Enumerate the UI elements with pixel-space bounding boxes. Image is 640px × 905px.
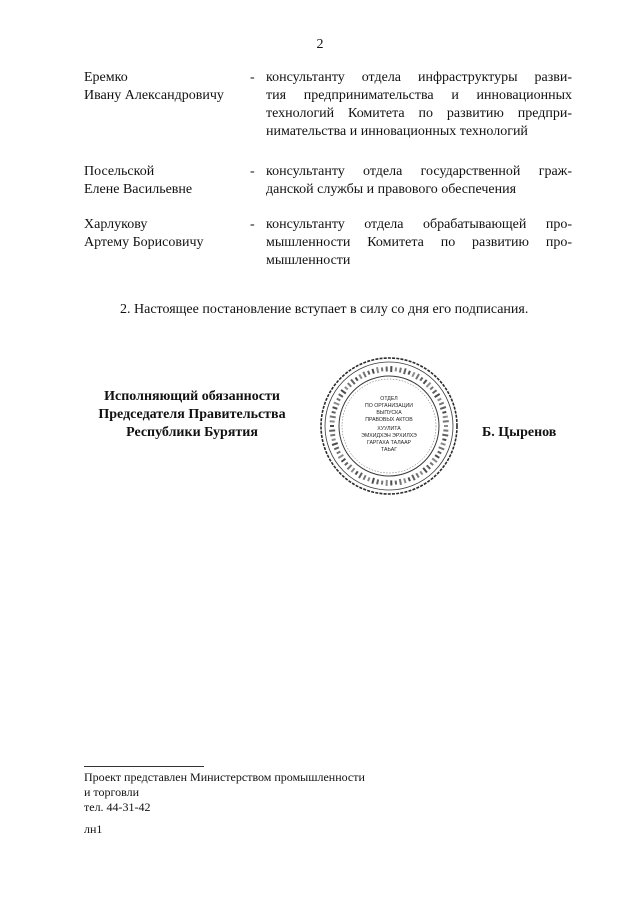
seal-ring-mark [435,454,440,458]
description-line: консультанту отдела обрабатывающей про- [266,217,572,232]
seal-ring-mark [338,454,344,459]
seal-ring-mark [395,480,397,484]
signer-title-line: Республики Бурятия [126,425,258,440]
operator-code: лн1 [84,822,103,836]
seal-ring-mark [344,462,348,466]
seal-ring-mark [381,367,383,371]
seal-ring-mark [440,406,446,410]
seal-graphic [318,355,460,497]
seal-ring-mark [347,464,353,470]
seal-ring-mark [363,475,367,480]
appointment-entry-3 [84,216,572,270]
seal-ring-mark [340,389,346,394]
appointment-entry-1 [84,69,572,141]
seal-ring-mark [386,367,388,372]
seal-ring-mark [440,442,445,445]
seal-ring-mark [411,372,415,377]
seal-ring-mark [330,420,335,422]
seal-ring-mark [329,429,335,431]
seal-ring-mark [386,480,388,486]
seal-ring-mark [430,386,434,390]
seal-ring-mark [341,458,346,463]
seal-ring-mark [336,398,340,402]
seal-ring-mark [367,370,370,374]
seal-center-line: ТАЬАГ [380,447,398,453]
seal-ring-mark [367,477,370,481]
seal-ring-mark [330,434,335,437]
seal-ring-mark [334,446,339,450]
description-line: консультанту отдела государственной граж- [266,164,572,179]
position-description [266,163,572,199]
entry-dash: - [250,217,255,232]
description-line: мышленности Комитета по развитию про- [266,235,572,250]
appointee-given-names: Артему Борисовичу [84,235,204,250]
seal-ring-mark [432,389,437,394]
effective-date-clause: 2. Настоящее постановление вступает в силу со дня его подписания. [120,302,529,317]
seal-ring-mark [358,472,363,478]
seal-ring-mark [358,374,362,379]
seal-ring-mark [371,369,374,374]
seal-ring-mark [336,451,340,455]
seal-ring-mark [434,393,440,398]
official-seal-stamp [318,355,460,497]
description-line: тия предпринимательства и инновационных [266,88,572,103]
appointee-name [84,216,254,252]
seal-ring-mark [426,465,431,470]
seal-ring-mark [419,471,423,475]
seal-ring-mark [351,468,356,473]
seal-center-line: ГАРГАХА ТАЛААР [366,440,412,446]
seal-ring-mark [333,402,339,406]
seal-center-line: ХУУЛИТА [377,426,401,432]
seal-ring-mark [423,379,428,384]
seal-ring-mark [330,425,334,427]
seal-ring-mark [338,393,343,397]
seal-ring-mark [399,479,402,485]
footnote-line: Проект представлен Министерством промышленности [84,770,365,784]
description-line: мышленности [266,253,351,268]
seal-ring-mark [390,366,392,372]
appointee-name [84,163,254,199]
seal-ring-mark [437,451,441,455]
description-line: данской службы и правового обеспечения [266,182,517,197]
appointee-name [84,69,254,105]
signer-title-line: Председателя Правительства [98,407,286,422]
seal-center-line: ЭМХИДХЭН ЭРХИЛХЭ [361,433,417,439]
seal-ring-mark [437,398,441,402]
seal-ring-mark [443,415,448,418]
appointment-entry-2 [84,163,572,199]
seal-center-line: ПО ОРГАНИЗАЦИИ [365,403,413,409]
signer-title [80,388,304,442]
entry-dash: - [250,164,255,179]
seal-ring-mark [403,368,407,374]
page-number: 2 [316,37,324,52]
seal-ring-mark [355,377,359,381]
seal-ring-mark [332,442,338,446]
position-description [266,216,572,270]
description-line: технологий Комитета по развитию предпри- [266,106,572,121]
seal-ring-mark [443,429,448,431]
seal-center-line: ПРАВОВЫХ АКТОВ [365,417,413,423]
seal-ring-mark [347,382,352,387]
seal-ring-mark [344,386,348,390]
footnote-line: и торговли [84,785,140,799]
seal-ring-mark [376,479,379,484]
seal-ring-mark [381,480,383,484]
appointee-surname: Еремко [84,70,128,85]
seal-ring-mark [376,367,379,373]
signer-name: Б. Цыренов [482,425,557,440]
seal-ring-mark [399,368,402,373]
seal-ring-mark [442,438,446,441]
seal-ring-mark [371,478,375,484]
seal-ring-mark [330,415,336,418]
seal-ring-mark [439,402,444,406]
seal-ring-mark [442,434,448,437]
seal-ring-mark [442,411,446,414]
seal-ring-mark [408,370,411,374]
appointee-surname: Харлукову [84,217,148,232]
seal-center-line: ОТДЕЛ [380,396,398,402]
footnote-line: тел. 44-31-42 [84,800,151,814]
seal-center-line: ВЫПУСКА [376,410,402,416]
signer-title-line: Исполняющий обязанности [104,389,280,404]
seal-ring-mark [350,379,355,385]
seal-ring-mark [411,474,415,480]
seal-ring-mark [355,471,359,475]
seal-ring-mark [395,367,397,371]
seal-ring-mark [390,480,392,485]
seal-ring-mark [415,374,420,380]
seal-ring-mark [432,458,438,463]
seal-ring-mark [438,446,444,450]
footnote-divider [84,766,204,767]
entry-dash: - [250,70,255,85]
seal-ring-mark [426,382,432,388]
seal-ring-mark [403,478,406,483]
seal-ring-mark [408,477,411,481]
seal-ring-mark [332,406,337,409]
seal-ring-mark [444,425,448,427]
description-line: консультанту отдела инфраструктуры разви- [266,70,572,85]
appointee-given-names: Елене Васильевне [84,182,193,197]
appointee-given-names: Ивану Александровичу [84,88,224,103]
seal-ring-mark [415,473,419,478]
seal-ring-mark [443,420,449,422]
seal-ring-mark [331,411,335,414]
appointee-surname: Посельской [84,164,155,179]
seal-ring-mark [422,467,427,473]
seal-ring-mark [430,462,434,466]
position-description [266,69,572,141]
seal-ring-mark [419,377,423,381]
footnote [84,770,484,815]
description-line: нимательства и инновационных технологий [266,124,528,139]
seal-ring-mark [362,371,366,377]
seal-ring-mark [331,438,335,441]
